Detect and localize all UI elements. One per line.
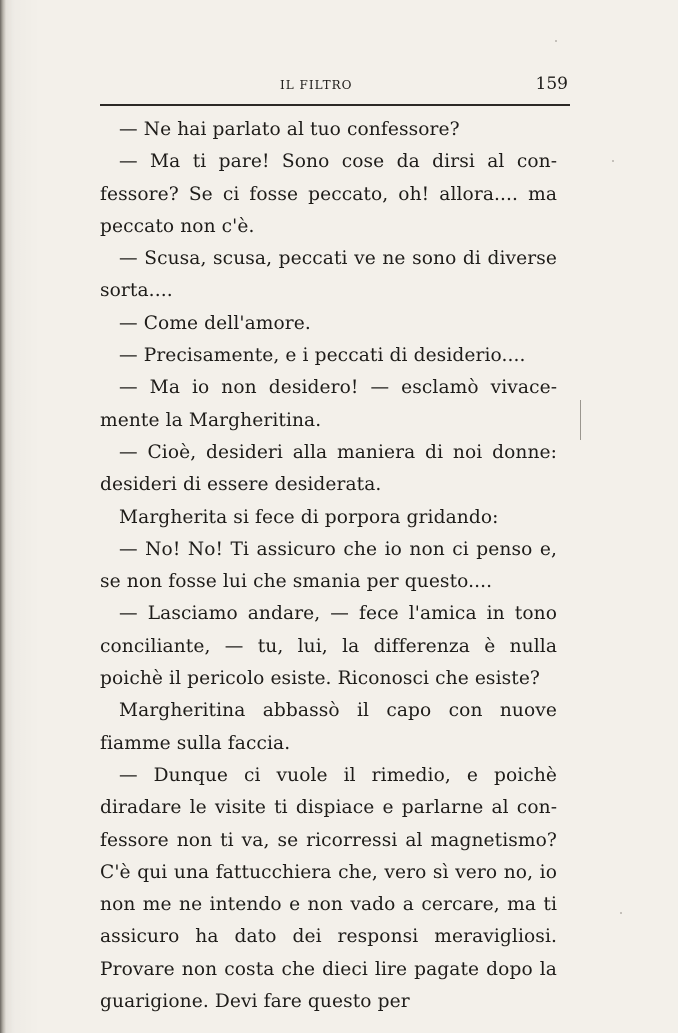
- paragraph-1: — Ne hai parlato al tuo confessore?: [119, 119, 460, 140]
- paper-speck: [620, 912, 622, 914]
- paragraph-2: — Ma ti pare! Sono cose da dirsi al confessore? Se ci fosse peccato, oh! allora.... ma peccato non c'è.: [100, 151, 557, 237]
- paper-speck: [612, 160, 614, 162]
- paragraph-4: — Come dell'amore.: [119, 312, 311, 334]
- paragraph-8: Margherita si fece di porpora gridando:: [119, 506, 499, 528]
- margin-mark: [580, 400, 581, 440]
- paragraph-6: — Ma io non desidero! — esclamò vivacemente la Margheritina.: [100, 377, 557, 431]
- page-header: [100, 74, 570, 98]
- paper-speck: [555, 40, 557, 42]
- header-rule: [100, 104, 570, 106]
- paragraph-7: — Cioè, desideri alla maniera di noi donne: desideri di essere desiderata.: [100, 441, 557, 496]
- paragraph-3: — Scusa, scusa, peccati ve ne sono di diverse sorta....: [100, 248, 557, 302]
- paragraph-9: — No! No! Ti assicuro che io non ci penso e, se non fosse lui che smania per questo....: [100, 538, 557, 593]
- page-number: 159: [535, 74, 568, 94]
- paragraph-12: — Dunque ci vuole il rimedio, e poichè diradare le visite ti dispiace e parlarne al confessore non ti va, se ricorressi al magnetismo? C'è qui una fattucchiera che, vero sì vero no, io non me ne intendo e non vado a cercare, ma ti assicuro ha dato dei responsi meravigliosi. Provare non costa che dieci lire pagate dopo la guarigione. Devi fare questo per: [100, 764, 557, 1013]
- paragraph-11: Margheritina abbassò il capo con nuove fiamme sulla faccia.: [100, 700, 557, 754]
- paragraph-10: — Lasciamo andare, — fece l'amica in tono conciliante, — tu, lui, la differenza è nulla poichè il pericolo esiste. Riconosci che esiste?: [100, 603, 557, 690]
- body-text: [100, 114, 557, 1018]
- running-title: IL FILTRO: [280, 78, 353, 92]
- paragraph-5: — Precisamente, e i peccati di desiderio....: [119, 345, 526, 367]
- page-binding-edge: [0, 0, 6, 1033]
